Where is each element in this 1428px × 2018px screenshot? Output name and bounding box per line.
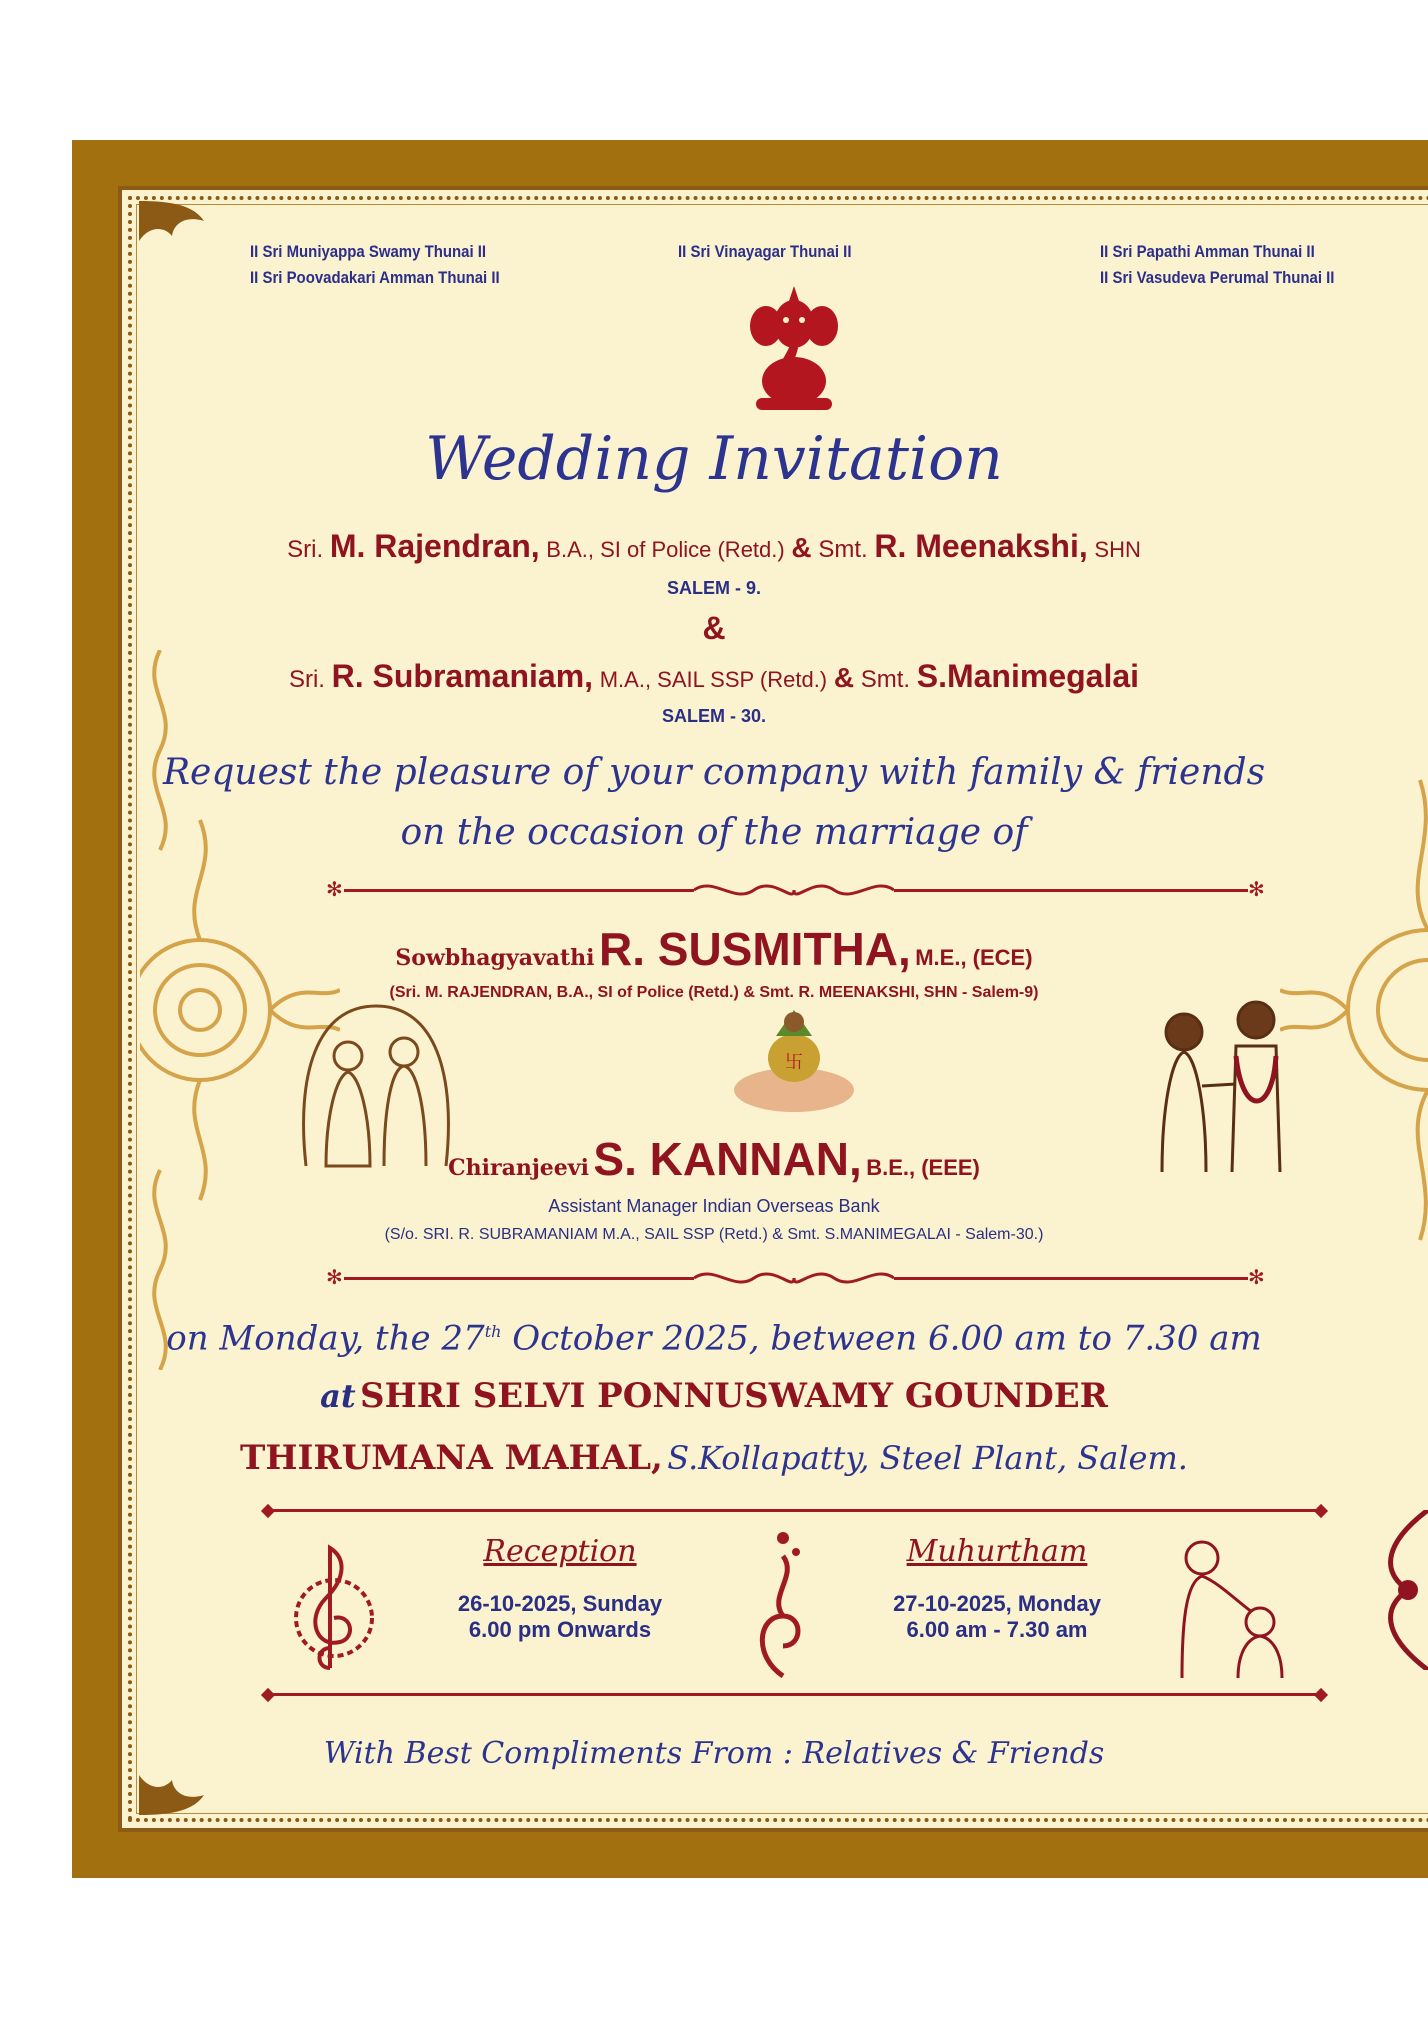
blessing-vasudeva: II Sri Vasudeva Perumal Thunai II (1100, 268, 1335, 287)
bride-degree: M.E., (ECE) (915, 945, 1033, 970)
blessing-papathi: II Sri Papathi Amman Thunai II (1100, 242, 1315, 261)
ampersand: & (833, 662, 855, 693)
muhurtham-date: 27-10-2025, Monday (893, 1591, 1101, 1616)
groom-parents-line (0, 656, 1428, 700)
groom-parents: (S/o. SRI. R. SUBRAMANIAM M.A., SAIL SSP (Retd.) & Smt. S.MANIMEGALAI - Salem-30.) (384, 1226, 1044, 1243)
blessing-vinayagar: II Sri Vinayagar Thunai II (678, 242, 852, 261)
reception-time: 6.00 pm Onwards (468, 1617, 652, 1642)
prefix-smt: Smt. (818, 536, 868, 563)
date-suffix: th (484, 1322, 502, 1341)
date-post: October 2025, between 6.00 am to 7.30 am (501, 1318, 1262, 1359)
venue-hall: THIRUMANA MAHAL, (240, 1438, 663, 1478)
bride-parents: (Sri. M. RAJENDRAN, B.A., SI of Police (Retd.) & Smt. R. MEENAKSHI, SHN - Salem-9) (389, 984, 1039, 1001)
reception-date: 26-10-2025, Sunday (457, 1591, 663, 1616)
bride-mother-title: SHN (1094, 537, 1141, 562)
prefix-sri: Sri. (287, 536, 324, 563)
groom-line (0, 1132, 1428, 1186)
bride-place: SALEM - 9. (666, 578, 761, 598)
groom-father-title: M.A., SAIL SSP (Retd.) (599, 667, 828, 692)
groom-mother-name: S.Manimegalai (916, 658, 1140, 694)
muhurtham-heading: Muhurtham (906, 1534, 1088, 1569)
request-line-2: on the occasion of the marriage of (400, 812, 1028, 853)
groom-place: SALEM - 30. (661, 706, 767, 726)
corner-ornament-top-left (134, 196, 224, 286)
groom-prefix: Chiranjeevi (448, 1155, 589, 1181)
venue-line-2 (0, 1438, 1428, 1478)
groom-name: S. KANNAN, (593, 1133, 862, 1185)
bride-name: R. SUSMITHA, (598, 923, 911, 975)
svg-text:卐: 卐 (785, 1052, 803, 1073)
date-pre: on Monday, the 27 (166, 1318, 485, 1359)
muhurtham-time: 6.00 am - 7.30 am (906, 1617, 1088, 1642)
paisley-ornament-icon (748, 1526, 818, 1686)
venue-name: SHRI SELVI PONNUSWAMY GOUNDER (360, 1376, 1108, 1416)
invitation-title: Wedding Invitation (425, 424, 1003, 494)
reception-block (420, 1534, 700, 1643)
venue-at: at (320, 1377, 356, 1415)
reception-heading: Reception (483, 1534, 637, 1569)
ampersand: & (791, 532, 812, 563)
bride-line (0, 922, 1428, 976)
venue-address: S.Kollapatty, Steel Plant, Salem. (667, 1439, 1188, 1477)
right-floral-ornament (1368, 1510, 1428, 1670)
wedding-date-line (0, 1308, 1428, 1362)
bride-parents-line (0, 526, 1428, 570)
groom-father-name: R. Subramaniam, (331, 658, 594, 694)
bride-father-name: M. Rajendran, (329, 528, 540, 564)
groom-degree: B.E., (EEE) (866, 1155, 980, 1180)
bride-mother-name: R. Meenakshi, (874, 528, 1088, 564)
venue-line-1 (0, 1376, 1428, 1416)
kalasam-hands-illustration (726, 1006, 862, 1118)
bride-prefix: Sowbhagyavathi (395, 945, 595, 971)
groom-job: Assistant Manager Indian Overseas Bank (548, 1196, 880, 1216)
compliments-footer: With Best Compliments From : Relatives & Friends (323, 1736, 1105, 1771)
prefix-sri: Sri. (288, 666, 325, 693)
request-line-1: Request the pleasure of your company with family & friends (162, 752, 1266, 793)
prefix-smt: Smt. (860, 666, 911, 693)
treble-clef-icon (286, 1538, 382, 1678)
thali-tying-illustration (1142, 1532, 1312, 1682)
muhurtham-block (852, 1534, 1142, 1643)
families-joiner: & (702, 610, 726, 646)
blessing-poovadakari: II Sri Poovadakari Amman Thunai II (250, 268, 500, 287)
blessing-muniyappa: II Sri Muniyappa Swamy Thunai II (250, 242, 487, 261)
bride-father-title: B.A., SI of Police (Retd.) (546, 537, 785, 562)
ganesha-icon (744, 286, 844, 418)
